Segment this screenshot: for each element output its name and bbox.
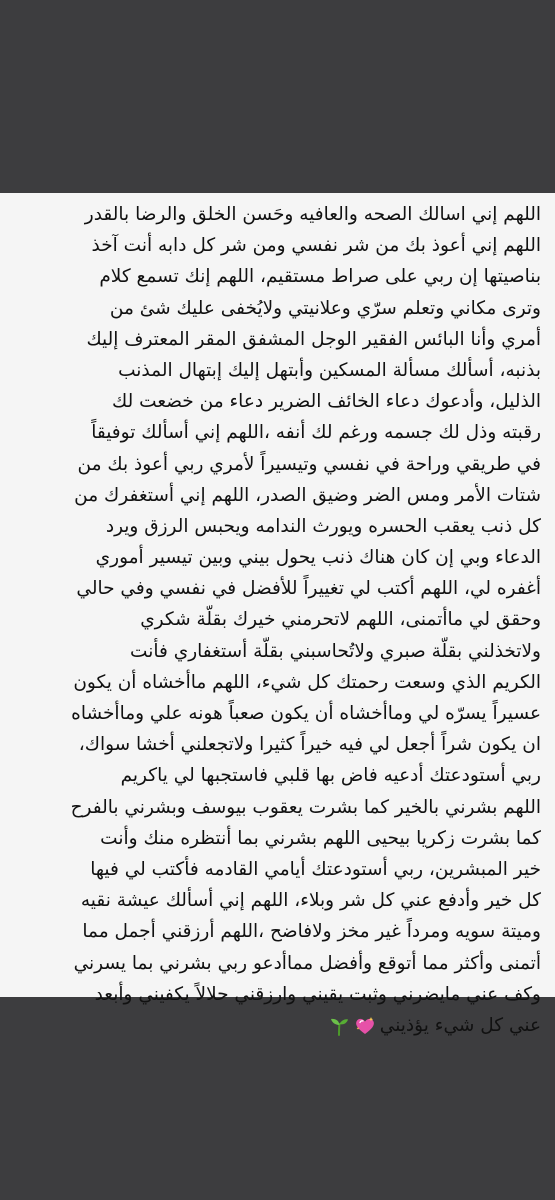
text-line: ان يكون شراً أجعل لي فيه خيراً كثيرا ولاتجعلني أخشا سواك، xyxy=(78,734,541,756)
text-line: خير المبشرين، ربي أستودعتك أيامي القادمه فأكتب لي فيها xyxy=(90,858,541,880)
text-line-last-text: عني كل شيء يؤذيني xyxy=(379,1014,541,1036)
sparkling-heart-icon xyxy=(354,1015,376,1037)
text-line: ولاتخذلني بقلّة صبري ولاتُحاسبني بقلّة أستغفاري فأنت xyxy=(130,640,541,662)
text-line: شتات الأمر ومس الضر وضيق الصدر، اللهم إني أستغفرك من xyxy=(74,484,541,506)
text-line: بناصيتها إن ربي على صراط مستقيم، اللهم إنك تسمع كلام xyxy=(99,266,541,288)
text-line: اللهم إني اسالك الصحه والعافيه وحَسن الخلق والرضا بالقدر xyxy=(84,204,541,225)
text-line: بذنبه، أسألك مسألة المسكين وأبتهل إليك إبتهال المذنب xyxy=(118,359,541,381)
text-line: ربي أستودعتك أدعيه فاض بها قلبي فاستجبها لي ياكريم xyxy=(120,765,541,787)
text-line: في طريقي وراحة في نفسي وتيسيراً لأمري ربي أعوذ بك من xyxy=(77,453,541,475)
text-line-last xyxy=(12,1010,541,1041)
text-line: وميتة سويه ومرداً غير مخز ولافاضح ،اللهم أرزقني أجمل مما xyxy=(82,921,541,943)
text-line: وكف عني مايضرني وثبت يقيني وارزقني حلالاً يكفيني وأبعد xyxy=(94,983,541,1005)
text-line: أتمنى وأكثر مما أتوقع وأفضل مماأدعو ربي بشرني بما يسرني xyxy=(73,952,541,974)
text-line: الكريم الذي وسعت رحمتك كل شيء، اللهم ماأخشاه أن يكون xyxy=(73,671,541,693)
text-line: كل خير وأدفع عني كل شر وبلاء، اللهم إني أسألك عيشة نقيه xyxy=(80,890,541,912)
text-line: الدعاء وبي إن كان هناك ذنب يحول بيني وبين تيسير أموري xyxy=(95,547,541,569)
text-line: كل ذنب يعقب الحسره ويورث الندامه ويحبس الرزق ويرد xyxy=(105,515,541,537)
text-line: رقبته وذل لك جسمه ورغم لك أنفه ،اللهم إني أسألك توفيقاً xyxy=(91,422,541,444)
text-line: عسيراً يسرّه لي وماأخشاه أن يكون صعباً هونه علي وماأخشاه xyxy=(71,703,541,724)
text-line: اللهم بشرني بالخير كما بشرت يعقوب بيوسف وبشرني بالفرح xyxy=(70,796,541,818)
seedling-icon xyxy=(328,1015,350,1037)
note-page xyxy=(0,193,555,1036)
text-line: أغفره لي، اللهم أكتب لي تغييراً للأفضل في نفسي وفي حالي xyxy=(76,578,541,600)
text-line: الذليل، وأدعوك دعاء الخائف الضرير دعاء من خضعت لك xyxy=(112,391,541,413)
text-line: أمري وأنا البائس الفقير الوجل المشفق المقر المعترف إليك xyxy=(86,328,541,350)
text-line: اللهم إني أعوذ بك من شر نفسي ومن شر كل دابه أنت آخذ xyxy=(91,235,541,257)
text-line: وحقق لي ماأتمنى، اللهم لاتحرمني خيرك بقلّة شكري xyxy=(140,609,541,631)
text-line: كما بشرت زكريا بيحيى اللهم بشرني بما أنتظره منك وأنت xyxy=(100,827,541,849)
text-line: وترى مكاني وتعلم سرّي وعلانيتي ولايُخفى عليك شئ من xyxy=(109,297,541,319)
